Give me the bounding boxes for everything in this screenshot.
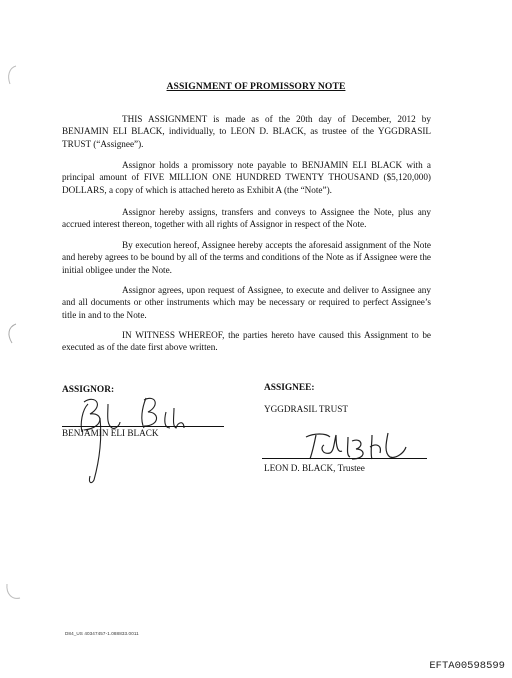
assignee-name: LEON D. BLACK, Trustee	[264, 463, 365, 473]
document-code: D84_US 40347457-1.088833.0011	[65, 631, 139, 636]
paragraph-note-description: Assignor holds a promissory note payable to BENJAMIN ELI BLACK with a principal amount of FIVE MILLION ONE HUNDRED TWENTY THOUSAND ($5,120,000) DOLLARS, a copy of which is attached hereto as Exhibit A (the “Note”).	[62, 160, 431, 195]
assignor-signature-line	[62, 426, 224, 427]
assignee-signature-icon	[300, 425, 410, 465]
paragraph-witness: IN WITNESS WHEREOF, the parties hereto have caused this Assignment to be executed as of the date first above written.	[62, 330, 431, 353]
assignor-label: ASSIGNOR:	[62, 385, 115, 395]
paragraph-parties: THIS ASSIGNMENT is made as of the 20th day of December, 2012 by BENJAMIN ELI BLACK, individually, to LEON D. BLACK, as trustee of the YGGDRASIL TRUST (“Assignee”).	[62, 114, 431, 149]
assignee-label: ASSIGNEE:	[264, 383, 315, 393]
bates-number: EFTA00598599	[426, 659, 508, 673]
assignee-entity: YGGDRASIL TRUST	[264, 404, 348, 414]
assignee-signature-line	[262, 458, 427, 459]
margin-mark-icon	[4, 322, 18, 346]
paragraph-acceptance: By execution hereof, Assignee hereby accepts the aforesaid assignment of the Note and hereby agrees to be bound by all of the terms and conditions of the Note as if Assignee were the initial obligee under the Note.	[62, 240, 431, 275]
paragraph-further-assurances: Assignor agrees, upon request of Assignee, to execute and deliver to Assignee any and all documents or other instruments which may be necessary or required to perfect Assignee’s title in and to the Note.	[62, 285, 431, 320]
margin-mark-icon	[4, 580, 22, 604]
paragraph-assignment: Assignor hereby assigns, transfers and conveys to Assignee the Note, plus any accrued interest thereon, together with all rights of Assignor in respect of the Note.	[62, 207, 431, 230]
document-title: ASSIGNMENT OF PROMISSORY NOTE	[166, 81, 346, 92]
assignor-name: BENJAMIN ELI BLACK	[62, 428, 159, 438]
